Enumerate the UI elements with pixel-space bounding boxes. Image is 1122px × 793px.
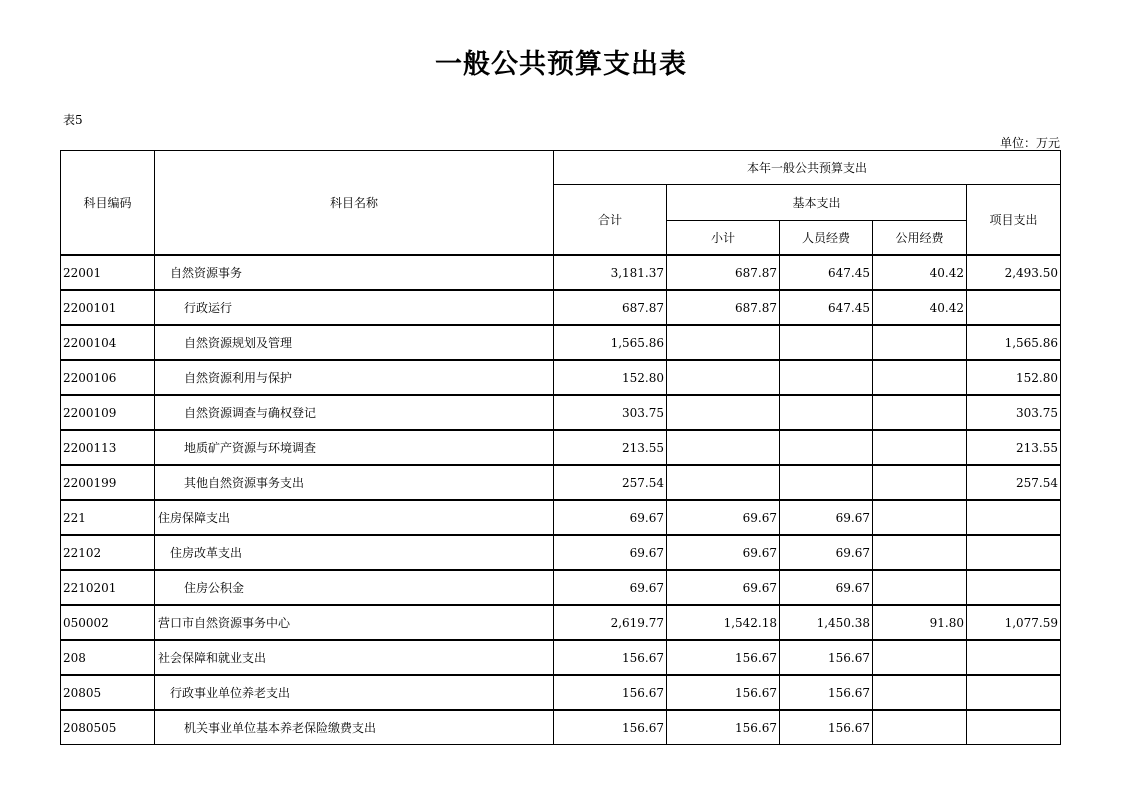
cell-personnel: 647.45	[780, 290, 873, 325]
cell-project	[967, 535, 1061, 570]
cell-name: 自然资源事务	[155, 255, 554, 290]
cell-name: 住房保障支出	[155, 500, 554, 535]
cell-project: 257.54	[967, 465, 1061, 500]
header-name: 科目名称	[155, 151, 554, 256]
cell-code: 20805	[61, 675, 155, 710]
cell-public	[873, 675, 967, 710]
cell-name: 行政事业单位养老支出	[155, 675, 554, 710]
cell-total: 69.67	[554, 535, 667, 570]
cell-code: 221	[61, 500, 155, 535]
cell-subtotal: 1,542.18	[667, 605, 780, 640]
cell-total: 69.67	[554, 570, 667, 605]
cell-total: 213.55	[554, 430, 667, 465]
cell-code: 2200106	[61, 360, 155, 395]
cell-public	[873, 395, 967, 430]
cell-public	[873, 430, 967, 465]
cell-subtotal: 69.67	[667, 570, 780, 605]
cell-subtotal	[667, 465, 780, 500]
cell-name: 自然资源利用与保护	[155, 360, 554, 395]
table-row	[61, 710, 1061, 745]
table-header	[61, 151, 1061, 256]
cell-public	[873, 535, 967, 570]
cell-code: 22102	[61, 535, 155, 570]
table-row	[61, 605, 1061, 640]
cell-subtotal	[667, 360, 780, 395]
cell-total: 156.67	[554, 675, 667, 710]
cell-personnel: 647.45	[780, 255, 873, 290]
cell-name: 住房改革支出	[155, 535, 554, 570]
cell-project: 1,565.86	[967, 325, 1061, 360]
table-body	[61, 255, 1061, 745]
cell-total: 2,619.77	[554, 605, 667, 640]
cell-personnel: 1,450.38	[780, 605, 873, 640]
cell-subtotal	[667, 395, 780, 430]
table-row	[61, 500, 1061, 535]
cell-public	[873, 500, 967, 535]
cell-public	[873, 640, 967, 675]
cell-project: 1,077.59	[967, 605, 1061, 640]
cell-subtotal: 687.87	[667, 255, 780, 290]
cell-subtotal	[667, 430, 780, 465]
cell-total: 687.87	[554, 290, 667, 325]
cell-total: 3,181.37	[554, 255, 667, 290]
cell-public	[873, 465, 967, 500]
cell-code: 050002	[61, 605, 155, 640]
cell-personnel: 156.67	[780, 675, 873, 710]
budget-table	[60, 150, 1061, 745]
cell-public: 40.42	[873, 290, 967, 325]
cell-code: 2200199	[61, 465, 155, 500]
table-row	[61, 255, 1061, 290]
cell-code: 2210201	[61, 570, 155, 605]
cell-project: 303.75	[967, 395, 1061, 430]
cell-code: 22001	[61, 255, 155, 290]
cell-subtotal: 156.67	[667, 710, 780, 745]
table-row	[61, 325, 1061, 360]
cell-project: 213.55	[967, 430, 1061, 465]
cell-personnel: 69.67	[780, 535, 873, 570]
unit-label: 单位：万元	[999, 136, 1060, 150]
cell-name: 自然资源调查与确权登记	[155, 395, 554, 430]
cell-name: 其他自然资源事务支出	[155, 465, 554, 500]
cell-personnel	[780, 465, 873, 500]
table-row	[61, 675, 1061, 710]
header-code: 科目编码	[61, 151, 155, 256]
table-row	[61, 640, 1061, 675]
header-subtotal: 小计	[667, 221, 780, 256]
cell-total: 257.54	[554, 465, 667, 500]
cell-personnel	[780, 395, 873, 430]
cell-project	[967, 710, 1061, 745]
cell-code: 2200113	[61, 430, 155, 465]
cell-total: 156.67	[554, 710, 667, 745]
table-number: 表5	[63, 113, 83, 127]
cell-public: 91.80	[873, 605, 967, 640]
cell-total: 303.75	[554, 395, 667, 430]
cell-name: 营口市自然资源事务中心	[155, 605, 554, 640]
cell-name: 住房公积金	[155, 570, 554, 605]
cell-code: 2200101	[61, 290, 155, 325]
cell-project	[967, 290, 1061, 325]
cell-subtotal: 687.87	[667, 290, 780, 325]
cell-project: 2,493.50	[967, 255, 1061, 290]
cell-public	[873, 570, 967, 605]
page-title: 一般公共预算支出表	[435, 49, 687, 80]
cell-project	[967, 675, 1061, 710]
table-row	[61, 290, 1061, 325]
cell-project	[967, 570, 1061, 605]
cell-public	[873, 710, 967, 745]
cell-total: 69.67	[554, 500, 667, 535]
cell-project: 152.80	[967, 360, 1061, 395]
header-total: 合计	[554, 185, 667, 256]
cell-subtotal	[667, 325, 780, 360]
cell-subtotal: 156.67	[667, 640, 780, 675]
cell-personnel	[780, 360, 873, 395]
header-group: 本年一般公共预算支出	[554, 151, 1061, 185]
table-row	[61, 430, 1061, 465]
header-personnel: 人员经费	[780, 221, 873, 256]
cell-personnel: 69.67	[780, 500, 873, 535]
table-row	[61, 535, 1061, 570]
table-row	[61, 465, 1061, 500]
cell-subtotal: 69.67	[667, 535, 780, 570]
cell-project	[967, 500, 1061, 535]
table-row	[61, 570, 1061, 605]
cell-personnel: 69.67	[780, 570, 873, 605]
cell-code: 208	[61, 640, 155, 675]
cell-subtotal: 69.67	[667, 500, 780, 535]
cell-public	[873, 325, 967, 360]
cell-public: 40.42	[873, 255, 967, 290]
table-row	[61, 395, 1061, 430]
cell-name: 社会保障和就业支出	[155, 640, 554, 675]
cell-name: 自然资源规划及管理	[155, 325, 554, 360]
cell-public	[873, 360, 967, 395]
cell-code: 2200104	[61, 325, 155, 360]
cell-personnel: 156.67	[780, 710, 873, 745]
cell-subtotal: 156.67	[667, 675, 780, 710]
cell-total: 1,565.86	[554, 325, 667, 360]
cell-project	[967, 640, 1061, 675]
header-project: 项目支出	[967, 185, 1061, 256]
cell-name: 机关事业单位基本养老保险缴费支出	[155, 710, 554, 745]
cell-total: 156.67	[554, 640, 667, 675]
table-row	[61, 360, 1061, 395]
header-basic: 基本支出	[667, 185, 967, 221]
cell-personnel: 156.67	[780, 640, 873, 675]
cell-name: 地质矿产资源与环境调查	[155, 430, 554, 465]
cell-total: 152.80	[554, 360, 667, 395]
cell-code: 2080505	[61, 710, 155, 745]
cell-code: 2200109	[61, 395, 155, 430]
cell-personnel	[780, 325, 873, 360]
cell-name: 行政运行	[155, 290, 554, 325]
header-public: 公用经费	[873, 221, 967, 256]
cell-personnel	[780, 430, 873, 465]
